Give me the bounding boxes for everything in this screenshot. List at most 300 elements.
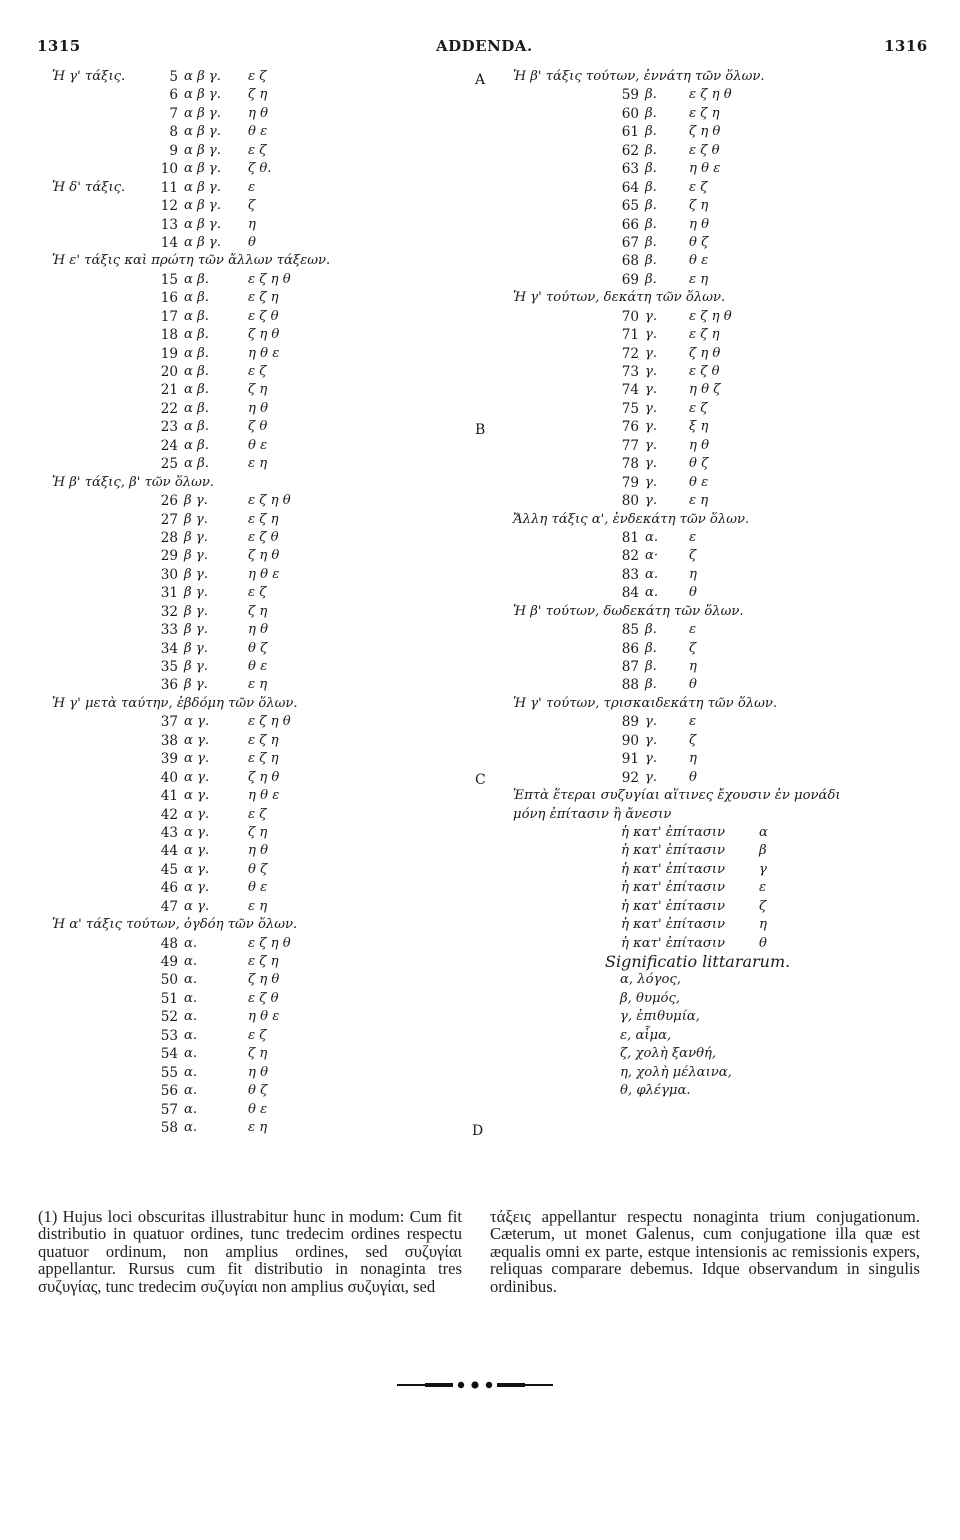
row-number: 77 [621,437,639,454]
table-row [513,566,928,584]
section-heading: Ἑπτὰ ἕτεραι συζυγίαι αἵτινες ἔχουσιν ἐν μονάδι [513,788,841,804]
row-letters: β γ. [184,659,208,674]
legend-item: α, λόγος, [620,972,681,988]
row-letters: γ. [645,345,658,361]
table-row [513,492,928,510]
table-row [513,640,928,658]
row-number: 11 [160,179,178,196]
list-item [513,898,928,916]
row-marks: ε ζ [248,806,267,822]
row-number: 78 [621,456,639,473]
row-marks: ε [689,714,697,730]
row-letters: α. [184,954,198,969]
table-row [513,713,928,731]
table-row [52,68,462,86]
row-number: 41 [160,788,178,805]
row-number: 26 [160,493,178,510]
row-letters: γ. [645,493,658,509]
row-marks: η θ [248,1064,269,1080]
item-text: ἡ κατ' ἐπίτασιν [621,898,726,914]
table-row [52,547,462,565]
row-marks: θ [689,677,697,693]
table-row [52,750,462,768]
row-number: 55 [160,1064,178,1081]
row-letters: α β. [184,308,209,324]
row-marks: θ ε [689,474,709,490]
row-number: 83 [621,566,639,583]
row-number: 58 [160,1119,178,1136]
row-marks: ζ η θ [689,124,721,140]
row-number: 72 [621,345,639,362]
row-letters: α· [645,548,659,564]
row-letters: α. [184,1101,198,1117]
row-letters: α β γ. [184,161,221,177]
table-row [513,474,928,492]
row-letters: β γ. [184,640,208,656]
row-letters: β. [645,677,657,693]
row-marks: θ [689,769,697,785]
row-number: 68 [621,253,639,270]
row-number: 57 [160,1101,178,1118]
row-number: 53 [160,1027,178,1044]
table-row [52,971,462,989]
row-number: 40 [160,769,178,786]
row-letters: α γ. [184,732,210,748]
row-marks: ε η [248,1119,268,1135]
row-number: 56 [160,1083,178,1100]
row-marks: ζ θ. [248,161,272,177]
margin-letter-a: A [475,72,486,88]
row-number: 16 [160,290,178,307]
row-marks: ζ η θ [248,327,280,343]
table-row [52,640,462,658]
row-marks: ζ θ [248,419,268,435]
row-number: 63 [621,161,639,178]
row-marks: ε ζ η [689,327,720,343]
row-marks: η θ ε [248,566,280,582]
row-number: 90 [621,732,639,749]
row-marks: ε ζ η θ [689,87,732,103]
table-row [52,289,462,307]
table-row [52,1064,462,1082]
row-marks: ε [248,179,256,195]
row-letters: β. [645,179,657,195]
row-marks: η [689,566,697,582]
row-marks: ε ζ η θ [689,308,732,324]
row-letters: α β. [184,364,209,379]
row-letters: β γ. [184,677,208,693]
table-row [513,584,928,602]
row-letters: α. [184,972,198,988]
row-number: 22 [160,400,178,417]
table-row [513,750,928,768]
row-letters: α β. [184,382,209,398]
table-row [52,160,462,178]
running-title: ADDENDA. [436,37,533,55]
table-row [513,400,928,418]
table-row [52,216,462,234]
table-row [513,123,928,141]
table-row [52,345,462,363]
row-marks: ε η [248,677,268,693]
page-number-right: 1316 [884,37,928,55]
row-letters: β. [645,234,657,250]
row-letters: β. [645,87,657,103]
table-row [52,123,462,141]
row-letters: γ. [645,732,658,748]
row-marks: ζ η [248,1046,268,1062]
row-letters: α. [645,529,659,545]
margin-letter-b: B [475,422,486,438]
row-number: 51 [160,990,178,1007]
row-number: 85 [621,622,639,639]
row-marks: η θ ζ [689,382,721,398]
row-number: 6 [169,87,178,104]
row-marks: ε ζ [248,585,267,601]
row-number: 23 [160,419,178,436]
table-row [52,1045,462,1063]
row-number: 38 [160,732,178,749]
row-number: 86 [621,640,639,657]
row-letters: α γ. [184,843,210,859]
row-marks: ε ζ [689,179,708,195]
row-letters: α β γ. [184,234,221,250]
row-number: 10 [160,161,178,178]
row-number: 74 [621,382,639,399]
row-marks: η θ ε [248,345,280,361]
table-row [52,806,462,824]
row-letters: α. [184,1083,198,1099]
table-row [513,418,928,436]
row-prefix: Ἡ δ' τάξις. [52,179,126,195]
table-row [52,271,462,289]
row-letters: β. [645,271,657,287]
row-marks: η [248,216,256,232]
row-letters: γ. [645,308,658,324]
legend-item: ζ, χολὴ ξανθή, [620,1046,717,1062]
page-number-left: 1315 [37,37,81,55]
row-marks: η [689,751,697,767]
row-letters: α. [645,585,659,601]
row-marks: ζ η θ [689,345,721,361]
row-marks: ε η [689,271,709,287]
row-number: 60 [621,105,639,122]
row-number: 42 [160,806,178,823]
row-letters: β γ. [184,493,208,509]
row-letters: γ. [645,769,658,785]
table-row [52,197,462,215]
row-marks: ε ζ η [248,290,279,306]
item-text: ἡ κατ' ἐπίτασιν [621,843,726,859]
row-number: 54 [160,1046,178,1063]
table-row [513,455,928,473]
row-marks: ε η [248,898,268,914]
table-row [52,400,462,418]
row-number: 17 [160,308,178,325]
row-marks: ε ζ [248,364,267,379]
row-marks: ε [689,622,697,638]
legend-title: Significatio littararum. [605,952,791,971]
row-letters: α β γ. [184,69,221,84]
table-row [513,381,928,399]
row-letters: α β. [184,290,209,306]
row-letters: α β. [184,400,209,416]
row-letters: α β γ. [184,105,221,121]
row-number: 34 [160,640,178,657]
table-row [52,824,462,842]
item-mark: ζ [759,898,767,914]
row-number: 33 [160,622,178,639]
table-row [52,1027,462,1045]
row-letters: γ. [645,474,658,490]
row-marks: η θ [248,105,269,121]
row-letters: γ. [645,437,658,453]
row-letters: α. [184,1027,198,1043]
margin-letter-c: C [475,772,486,788]
table-row [513,105,928,123]
row-marks: θ ζ [689,234,709,250]
table-row [513,547,928,565]
item-mark: η [759,917,767,933]
row-number: 73 [621,364,639,380]
row-number: 88 [621,677,639,694]
item-text: ἡ κατ' ἐπίτασιν [621,861,726,877]
row-marks: ζ η [248,87,268,103]
row-marks: ε η [689,493,709,509]
row-number: 84 [621,585,639,602]
row-letters: γ. [645,714,658,730]
table-row [52,142,462,160]
table-row [52,787,462,805]
row-number: 71 [621,327,639,344]
row-letters: β γ. [184,622,208,638]
row-marks: ε ζ [248,1027,267,1043]
row-number: 79 [621,474,639,491]
table-row [52,511,462,529]
item-mark: ε [759,880,767,896]
row-number: 30 [160,566,178,583]
row-number: 39 [160,751,178,768]
row-marks: η θ [689,437,710,453]
margin-letter-d: D [472,1123,484,1139]
row-letters: α γ. [184,788,210,804]
row-letters: α. [184,935,198,951]
table-row [513,529,928,547]
row-number: 81 [621,529,639,546]
list-item [513,861,928,879]
row-number: 20 [160,364,178,380]
list-item [513,842,928,860]
row-letters: γ. [645,327,658,343]
row-marks: ζ η [248,824,268,840]
table-row [513,732,928,750]
section-heading: Ἡ ε' τάξις καὶ πρώτη τῶν ἄλλων τάξεων. [52,253,331,269]
right-column [513,68,928,1101]
table-row [513,86,928,104]
row-number: 19 [160,345,178,362]
row-marks: ε ζ θ [689,142,720,158]
section-heading: Ἡ γ' τούτων, τρισκαιδεκάτη τῶν ὅλων. [513,695,778,711]
row-number: 82 [621,548,639,565]
legend-item: γ, ἐπιθυμία, [620,1009,700,1025]
row-letters: α β γ. [184,216,221,232]
table-row [52,418,462,436]
section-heading: μόνη ἐπίτασιν ἢ ἄνεσιν [513,806,672,822]
section-heading: Ἡ β' τάξις τούτων, ἐννάτη τῶν ὅλων. [513,69,765,84]
row-marks: ε [689,529,697,545]
row-letters: α. [184,1119,198,1135]
table-row [52,861,462,879]
row-letters: α. [645,566,659,582]
row-number: 89 [621,714,639,731]
table-row [52,1082,462,1100]
table-row [52,935,462,953]
row-marks: θ ε [689,253,709,269]
row-letters: α. [184,1064,198,1080]
list-item [513,879,928,897]
item-mark: θ [759,935,767,951]
row-number: 62 [621,142,639,159]
table-row [513,308,928,326]
row-marks: ζ [248,198,256,214]
list-item [513,916,928,934]
row-number: 45 [160,861,178,878]
table-row [513,142,928,160]
row-marks: ε ζ η [689,105,720,121]
row-letters: α γ. [184,861,210,877]
row-number: 31 [160,585,178,602]
row-marks: ε ζ η θ [248,935,291,951]
table-row [513,363,928,381]
end-ornament [395,1380,555,1390]
item-text: ἡ κατ' ἐπίτασιν [621,935,726,951]
row-number: 25 [160,456,178,473]
row-letters: α γ. [184,769,210,785]
row-marks: θ [689,585,697,601]
row-number: 29 [160,548,178,565]
table-row [52,179,462,197]
row-letters: β. [645,142,657,158]
left-column [52,68,462,1137]
item-text: ἡ κατ' ἐπίτασιν [621,880,726,896]
table-row [513,437,928,455]
row-number: 70 [621,308,639,325]
table-row [52,898,462,916]
row-marks: ε ζ θ [248,529,279,545]
row-marks: θ ζ [248,640,268,656]
table-row [52,105,462,123]
table-row [513,345,928,363]
row-letters: γ. [645,382,658,398]
table-row [52,326,462,344]
table-row [52,769,462,787]
row-letters: β γ. [184,511,208,527]
table-row [52,621,462,639]
row-number: 59 [621,87,639,104]
row-marks: η θ ε [248,788,280,804]
row-marks: ε ζ η θ [248,714,291,730]
row-letters: β. [645,640,657,656]
table-row [513,658,928,676]
table-row [513,676,928,694]
list-item [513,935,928,953]
row-letters: α γ. [184,714,210,730]
table-row [513,621,928,639]
row-marks: ζ η θ [248,548,280,564]
table-row [513,197,928,215]
section-heading: Ἄλλη τάξις α', ἑνδεκάτη τῶν ὅλων. [513,511,750,527]
row-number: 50 [160,972,178,989]
row-marks: η [689,659,697,674]
section-heading: Ἡ γ' μετὰ ταύτην, ἑβδόμη τῶν ὅλων. [52,695,298,711]
row-number: 21 [160,382,178,399]
footnote-right-text: τάξεις appellantur respectu nonaginta trium conjugationum. Cæterum, ut monet Galenus, cum conjugatione illa quæ est æqualis omni ex parte, estque intensionis ac remissionis expers, reliquas comparare debemus. Idque observandum in singulis ordinibus. [490,1207,920,1296]
table-row [52,529,462,547]
row-number: 7 [169,105,178,122]
row-prefix: Ἡ γ' τάξις. [52,69,126,84]
row-number: 48 [160,935,178,952]
table-row [513,326,928,344]
row-letters: γ. [645,456,658,472]
row-marks: η θ [248,622,269,638]
item-text: ἡ κατ' ἐπίτασιν [621,917,726,933]
row-letters: β γ. [184,548,208,564]
row-marks: θ ε [248,1101,268,1117]
row-letters: β. [645,198,657,214]
row-marks: ζ η θ [248,972,280,988]
row-marks: ε ζ η θ [248,271,291,287]
row-marks: ε ζ η [248,751,279,767]
row-letters: α γ. [184,824,210,840]
row-number: 27 [160,511,178,528]
row-letters: γ. [645,751,658,767]
row-number: 37 [160,714,178,731]
item-mark: γ [759,861,767,877]
table-row [52,381,462,399]
row-letters: α. [184,1046,198,1062]
row-number: 15 [160,271,178,288]
footnote-right [490,1208,920,1295]
row-number: 47 [160,898,178,915]
row-number: 14 [160,234,178,251]
row-marks: θ [248,234,256,250]
row-number: 87 [621,659,639,675]
section-heading: Ἡ β' τούτων, δωδεκάτη τῶν ὅλων. [513,603,744,619]
table-row [52,676,462,694]
table-row [52,455,462,473]
row-number: 24 [160,437,178,454]
row-letters: γ. [645,400,658,416]
row-number: 67 [621,234,639,251]
row-number: 52 [160,1009,178,1026]
row-letters: β γ. [184,529,208,545]
row-marks: θ ζ [689,456,709,472]
section-heading: Ἡ α' τάξις τούτων, ὀγδόη τῶν ὅλων. [52,917,298,933]
row-marks: ε ζ η [248,732,279,748]
row-letters: β. [645,216,657,232]
table-row [513,234,928,252]
row-letters: α γ. [184,806,210,822]
row-number: 65 [621,198,639,215]
row-marks: ε ζ θ [248,990,279,1006]
table-row [52,603,462,621]
footnote-left [38,1208,462,1295]
row-marks: θ ε [248,659,268,674]
row-letters: β γ. [184,585,208,601]
section-heading: Ἡ β' τάξις, β' τῶν ὅλων. [52,474,215,490]
row-letters: α β γ. [184,87,221,103]
row-number: 69 [621,271,639,288]
